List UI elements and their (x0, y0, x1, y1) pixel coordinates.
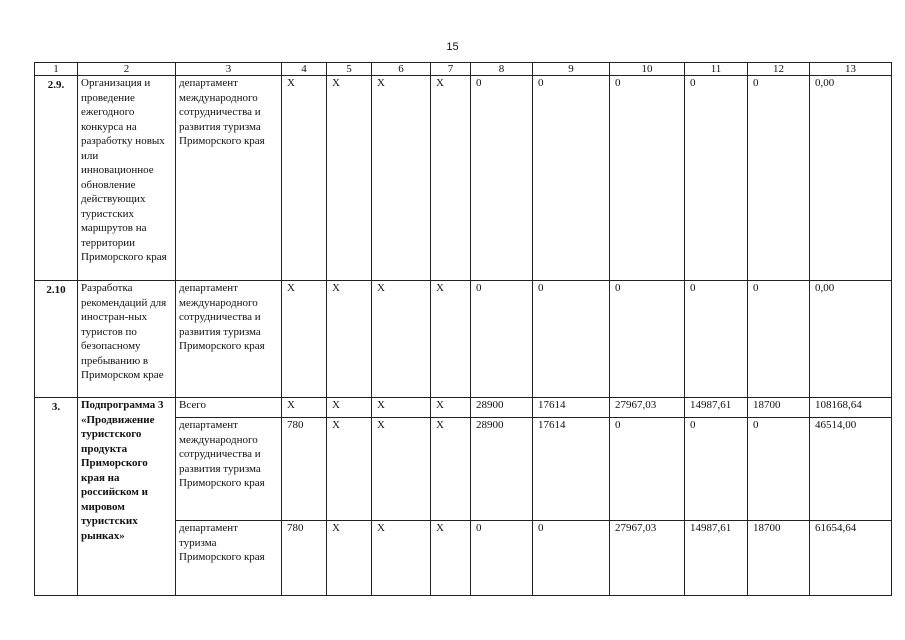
cell-col4: X (282, 281, 327, 398)
cell-col12: 18700 (748, 398, 810, 418)
table-row (35, 398, 892, 418)
cell-col7: X (431, 281, 471, 398)
cell-col12: 0 (748, 281, 810, 398)
cell-col8: 0 (471, 521, 533, 596)
cell-col5: X (327, 281, 372, 398)
cell-col11: 0 (685, 281, 748, 398)
cell-col9: 17614 (533, 398, 610, 418)
column-header: 13 (810, 63, 892, 76)
column-number-row (35, 63, 892, 76)
cell-col11: 0 (685, 418, 748, 521)
responsible-party: департамент туризма Приморского края (176, 521, 282, 596)
cell-col9: 0 (533, 76, 610, 281)
budget-table (34, 62, 892, 596)
cell-col7: X (431, 398, 471, 418)
page-number: 15 (446, 41, 459, 53)
cell-col11: 14987,61 (685, 521, 748, 596)
cell-col5: X (327, 418, 372, 521)
cell-col8: 0 (471, 281, 533, 398)
cell-col9: 0 (533, 281, 610, 398)
column-header: 1 (35, 63, 78, 76)
row-number: 3. (35, 398, 78, 596)
cell-col10: 0 (610, 418, 685, 521)
cell-col10: 0 (610, 281, 685, 398)
row-number: 2.10 (35, 281, 78, 398)
column-header: 4 (282, 63, 327, 76)
column-header: 11 (685, 63, 748, 76)
table-row (35, 281, 892, 398)
cell-col13: 61654,64 (810, 521, 892, 596)
cell-col7: X (431, 521, 471, 596)
cell-col12: 0 (748, 76, 810, 281)
column-header: 10 (610, 63, 685, 76)
responsible-party: департамент международного сотрудничества и развития туризма Приморского края (176, 76, 282, 281)
column-header: 8 (471, 63, 533, 76)
cell-col9: 0 (533, 521, 610, 596)
column-header: 3 (176, 63, 282, 76)
cell-col12: 0 (748, 418, 810, 521)
cell-col6: X (372, 398, 431, 418)
cell-col10: 0 (610, 76, 685, 281)
cell-col4: X (282, 398, 327, 418)
responsible-party: департамент международного сотрудничества и развития туризма Приморского края (176, 418, 282, 521)
column-header: 6 (372, 63, 431, 76)
cell-col5: X (327, 398, 372, 418)
cell-col8: 0 (471, 76, 533, 281)
cell-col13: 46514,00 (810, 418, 892, 521)
subprogram-name: Подпрограмма 3 «Продвижение туристского продукта Приморского края на российском и мировом туристских рынках» (78, 398, 176, 596)
responsible-party: департамент международного сотрудничества и развития туризма Приморского края (176, 281, 282, 398)
cell-col9: 17614 (533, 418, 610, 521)
cell-col6: X (372, 281, 431, 398)
cell-col10: 27967,03 (610, 398, 685, 418)
cell-col8: 28900 (471, 418, 533, 521)
column-header: 5 (327, 63, 372, 76)
cell-col11: 14987,61 (685, 398, 748, 418)
cell-col13: 0,00 (810, 281, 892, 398)
cell-col12: 18700 (748, 521, 810, 596)
cell-col8: 28900 (471, 398, 533, 418)
activity-name: Разработка рекомендаций для иностран-ных туристов по безопасному пребыванию в Приморском крае (78, 281, 176, 398)
cell-col7: X (431, 76, 471, 281)
cell-col6: X (372, 76, 431, 281)
cell-col13: 108168,64 (810, 398, 892, 418)
cell-col7: X (431, 418, 471, 521)
cell-col5: X (327, 76, 372, 281)
cell-col6: X (372, 418, 431, 521)
responsible-party: Всего (176, 398, 282, 418)
column-header: 2 (78, 63, 176, 76)
cell-col4: X (282, 76, 327, 281)
cell-col4: 780 (282, 418, 327, 521)
cell-col13: 0,00 (810, 76, 892, 281)
table-row (35, 76, 892, 281)
cell-col10: 27967,03 (610, 521, 685, 596)
cell-col5: X (327, 521, 372, 596)
row-number: 2.9. (35, 76, 78, 281)
activity-name: Организация и проведение ежегодного конкурса на разработку новых или инновационное обновление действующих туристских маршрутов на территории Приморского края (78, 76, 176, 281)
cell-col11: 0 (685, 76, 748, 281)
column-header: 12 (748, 63, 810, 76)
column-header: 9 (533, 63, 610, 76)
column-header: 7 (431, 63, 471, 76)
cell-col6: X (372, 521, 431, 596)
cell-col4: 780 (282, 521, 327, 596)
